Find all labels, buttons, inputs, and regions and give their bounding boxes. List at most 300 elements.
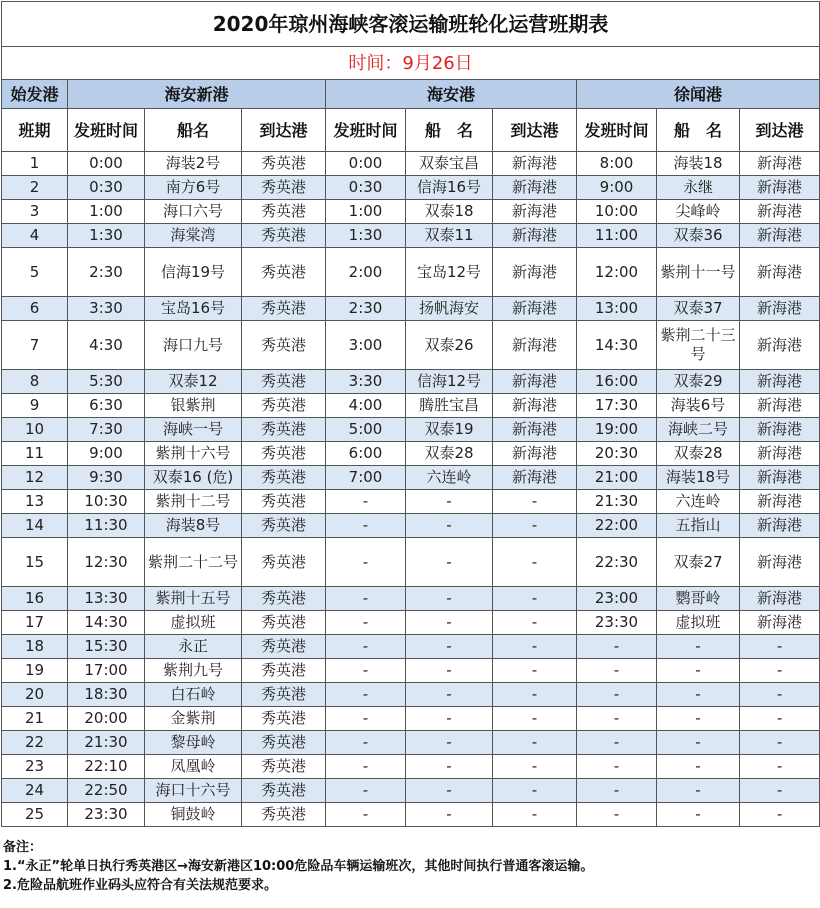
departure-time: 4:30 <box>68 321 145 370</box>
ship-name: - <box>657 803 740 827</box>
arrival-port: - <box>493 587 577 611</box>
arrival-port: 秀英港 <box>242 707 326 731</box>
table-row <box>2 755 820 779</box>
ship-name: 海装18 <box>657 152 740 176</box>
departure-time: 19:00 <box>577 418 657 442</box>
arrival-port: 秀英港 <box>242 538 326 587</box>
departure-time: 9:30 <box>68 466 145 490</box>
ship-name: - <box>657 731 740 755</box>
departure-time: 1:30 <box>68 224 145 248</box>
departure-time: 8:00 <box>577 152 657 176</box>
arrival-port: 新海港 <box>740 200 820 224</box>
ship-name: 双泰宝昌 <box>406 152 493 176</box>
arrival-port: 秀英港 <box>242 200 326 224</box>
table-row <box>2 731 820 755</box>
ship-name: 尖峰岭 <box>657 200 740 224</box>
ship-name: - <box>406 707 493 731</box>
ship-name: - <box>657 683 740 707</box>
ship-name: - <box>406 514 493 538</box>
ship-name: 海口十六号 <box>145 779 242 803</box>
date-row <box>2 47 820 80</box>
departure-time: - <box>577 683 657 707</box>
departure-time: 22:30 <box>577 538 657 587</box>
departure-time: - <box>326 803 406 827</box>
row-number: 9 <box>2 394 68 418</box>
ship-name: 紫荆十六号 <box>145 442 242 466</box>
arrival-port: 新海港 <box>493 370 577 394</box>
table-row <box>2 297 820 321</box>
arrival-port: 新海港 <box>740 297 820 321</box>
ship-name: 海峡二号 <box>657 418 740 442</box>
table-row <box>2 538 820 587</box>
arrival-port: 秀英港 <box>242 731 326 755</box>
departure-time: 6:30 <box>68 394 145 418</box>
arrival-port: 秀英港 <box>242 224 326 248</box>
ship-name: 紫荆十一号 <box>657 248 740 297</box>
arrival-port: 新海港 <box>740 611 820 635</box>
departure-time: 6:00 <box>326 442 406 466</box>
ship-name: - <box>406 755 493 779</box>
ship-name: - <box>657 635 740 659</box>
ship-name: 永正 <box>145 635 242 659</box>
arrival-port: - <box>493 635 577 659</box>
arrival-port: - <box>493 707 577 731</box>
row-number: 5 <box>2 248 68 297</box>
table-row <box>2 514 820 538</box>
ship-name: 海峡一号 <box>145 418 242 442</box>
departure-time: 12:00 <box>577 248 657 297</box>
departure-time: 16:00 <box>577 370 657 394</box>
departure-time: - <box>577 731 657 755</box>
departure-time: 3:00 <box>326 321 406 370</box>
departure-time: 0:30 <box>68 176 145 200</box>
ship-name: 腾胜宝昌 <box>406 394 493 418</box>
table-row <box>2 611 820 635</box>
departure-time: 9:00 <box>577 176 657 200</box>
arrival-port: - <box>493 611 577 635</box>
ship-name: 银紫荆 <box>145 394 242 418</box>
arrival-port: 秀英港 <box>242 418 326 442</box>
departure-time: - <box>326 683 406 707</box>
arrival-port: - <box>740 683 820 707</box>
departure-time: 22:50 <box>68 779 145 803</box>
col-header-time: 发班时间 <box>68 109 145 152</box>
arrival-port: 秀英港 <box>242 755 326 779</box>
departure-time: 11:00 <box>577 224 657 248</box>
arrival-port: 新海港 <box>740 394 820 418</box>
ship-name: 双泰11 <box>406 224 493 248</box>
arrival-port: - <box>740 803 820 827</box>
departure-time: 5:00 <box>326 418 406 442</box>
arrival-port: 秀英港 <box>242 587 326 611</box>
arrival-port: 秀英港 <box>242 635 326 659</box>
arrival-port: 秀英港 <box>242 466 326 490</box>
ship-name: 鹦哥岭 <box>657 587 740 611</box>
col-header-time: 发班时间 <box>577 109 657 152</box>
table-row <box>2 248 820 297</box>
row-number: 10 <box>2 418 68 442</box>
ship-name: - <box>406 587 493 611</box>
ship-name: 铜鼓岭 <box>145 803 242 827</box>
row-number: 6 <box>2 297 68 321</box>
arrival-port: 新海港 <box>740 248 820 297</box>
ship-name: 双泰37 <box>657 297 740 321</box>
table-row <box>2 418 820 442</box>
ship-name: - <box>406 659 493 683</box>
row-number: 12 <box>2 466 68 490</box>
arrival-port: - <box>740 659 820 683</box>
arrival-port: 秀英港 <box>242 297 326 321</box>
arrival-port: 秀英港 <box>242 779 326 803</box>
departure-time: - <box>326 490 406 514</box>
ship-name: - <box>406 803 493 827</box>
arrival-port: 新海港 <box>493 248 577 297</box>
ship-name: 双泰16 (危) <box>145 466 242 490</box>
col-header-dest: 到达港 <box>740 109 820 152</box>
ship-name: 海装18号 <box>657 466 740 490</box>
arrival-port: 秀英港 <box>242 490 326 514</box>
ship-name: 虚拟班 <box>657 611 740 635</box>
departure-time: 22:10 <box>68 755 145 779</box>
departure-time: - <box>577 779 657 803</box>
ship-name: - <box>406 538 493 587</box>
row-number: 1 <box>2 152 68 176</box>
ship-name: 虚拟班 <box>145 611 242 635</box>
ship-name: 双泰19 <box>406 418 493 442</box>
departure-time: 10:00 <box>577 200 657 224</box>
departure-time: - <box>326 514 406 538</box>
table-row <box>2 466 820 490</box>
ship-name: 紫荆十二号 <box>145 490 242 514</box>
arrival-port: 新海港 <box>740 321 820 370</box>
departure-time: 14:30 <box>577 321 657 370</box>
col-header-ship: 船名 <box>145 109 242 152</box>
ship-name: - <box>406 779 493 803</box>
ship-name: 南方6号 <box>145 176 242 200</box>
table-row <box>2 442 820 466</box>
ship-name: 紫荆二十二号 <box>145 538 242 587</box>
ship-name: 海棠湾 <box>145 224 242 248</box>
table-row <box>2 176 820 200</box>
ship-name: - <box>406 490 493 514</box>
departure-time: 1:00 <box>326 200 406 224</box>
arrival-port: 新海港 <box>493 200 577 224</box>
table-row <box>2 394 820 418</box>
arrival-port: - <box>740 731 820 755</box>
arrival-port: 新海港 <box>493 442 577 466</box>
col-header-dest: 到达港 <box>493 109 577 152</box>
departure-time: 23:30 <box>68 803 145 827</box>
table-row <box>2 707 820 731</box>
departure-time: 17:30 <box>577 394 657 418</box>
table-row <box>2 587 820 611</box>
ship-name: 凤凰岭 <box>145 755 242 779</box>
row-number: 14 <box>2 514 68 538</box>
arrival-port: 新海港 <box>740 370 820 394</box>
departure-time: 21:00 <box>577 466 657 490</box>
row-number: 25 <box>2 803 68 827</box>
arrival-port: 秀英港 <box>242 248 326 297</box>
row-number: 20 <box>2 683 68 707</box>
table-row <box>2 200 820 224</box>
departure-time: 13:30 <box>68 587 145 611</box>
departure-time: 23:00 <box>577 587 657 611</box>
ship-name: - <box>657 755 740 779</box>
arrival-port: 新海港 <box>740 152 820 176</box>
ship-name: 信海16号 <box>406 176 493 200</box>
departure-time: 4:00 <box>326 394 406 418</box>
notes-heading: 备注： <box>3 840 43 855</box>
arrival-port: - <box>493 538 577 587</box>
departure-time: - <box>326 731 406 755</box>
note-2: 2.危险品航班作业码头应符合有关法规范要求。 <box>3 878 277 893</box>
ship-name: 双泰28 <box>657 442 740 466</box>
departure-time: - <box>577 707 657 731</box>
departure-time: 1:00 <box>68 200 145 224</box>
departure-time: 17:00 <box>68 659 145 683</box>
departure-time: 2:00 <box>326 248 406 297</box>
departure-time: - <box>577 755 657 779</box>
ship-name: - <box>657 659 740 683</box>
departure-time: 13:00 <box>577 297 657 321</box>
ship-name: 金紫荆 <box>145 707 242 731</box>
arrival-port: 秀英港 <box>242 321 326 370</box>
ship-name: - <box>406 683 493 707</box>
table-row <box>2 152 820 176</box>
ship-name: 海装6号 <box>657 394 740 418</box>
row-number: 3 <box>2 200 68 224</box>
departure-time: 15:30 <box>68 635 145 659</box>
departure-time: - <box>577 659 657 683</box>
note-1: 1.“永正”轮单日执行秀英港区→海安新港区10:00危险品车辆运输班次，其他时间执行普通客滚运输。 <box>3 859 594 874</box>
origin-label: 始发港 <box>2 80 68 109</box>
arrival-port: 新海港 <box>740 538 820 587</box>
arrival-port: - <box>493 490 577 514</box>
ship-name: 海装8号 <box>145 514 242 538</box>
arrival-port: 秀英港 <box>242 514 326 538</box>
departure-time: 21:30 <box>68 731 145 755</box>
departure-time: - <box>326 755 406 779</box>
departure-time: 3:30 <box>68 297 145 321</box>
arrival-port: 新海港 <box>740 442 820 466</box>
row-number: 4 <box>2 224 68 248</box>
ship-name: 紫荆九号 <box>145 659 242 683</box>
arrival-port: 新海港 <box>740 224 820 248</box>
departure-time: - <box>577 803 657 827</box>
arrival-port: 新海港 <box>493 224 577 248</box>
ship-name: 六连岭 <box>657 490 740 514</box>
ship-name: 海口六号 <box>145 200 242 224</box>
arrival-port: - <box>493 659 577 683</box>
arrival-port: 新海港 <box>493 321 577 370</box>
departure-time: 20:30 <box>577 442 657 466</box>
departure-time: 12:30 <box>68 538 145 587</box>
arrival-port: 新海港 <box>493 466 577 490</box>
arrival-port: 秀英港 <box>242 683 326 707</box>
departure-time: 14:30 <box>68 611 145 635</box>
ship-name: 永继 <box>657 176 740 200</box>
port-haian-xingang: 海安新港 <box>68 80 326 109</box>
table-row <box>2 635 820 659</box>
departure-time: 18:30 <box>68 683 145 707</box>
ship-name: 信海12号 <box>406 370 493 394</box>
schedule-date: 时间：9月26日 <box>2 47 820 80</box>
arrival-port: 秀英港 <box>242 611 326 635</box>
departure-time: 21:30 <box>577 490 657 514</box>
row-number: 8 <box>2 370 68 394</box>
row-number: 17 <box>2 611 68 635</box>
row-number: 13 <box>2 490 68 514</box>
ship-name: 紫荆二十三号 <box>657 321 740 370</box>
table-row <box>2 779 820 803</box>
arrival-port: 秀英港 <box>242 394 326 418</box>
ship-name: - <box>657 707 740 731</box>
arrival-port: 秀英港 <box>242 370 326 394</box>
row-number: 16 <box>2 587 68 611</box>
row-number: 21 <box>2 707 68 731</box>
departure-time: 20:00 <box>68 707 145 731</box>
schedule-table <box>1 1 820 827</box>
row-number: 18 <box>2 635 68 659</box>
arrival-port: - <box>493 779 577 803</box>
ship-name: 双泰12 <box>145 370 242 394</box>
row-number: 22 <box>2 731 68 755</box>
arrival-port: - <box>740 635 820 659</box>
table-row <box>2 683 820 707</box>
row-number: 7 <box>2 321 68 370</box>
arrival-port: - <box>493 731 577 755</box>
page-title: 2020年琼州海峡客滚运输班轮化运营班期表 <box>2 2 820 47</box>
arrival-port: - <box>740 779 820 803</box>
departure-time: 7:30 <box>68 418 145 442</box>
col-header-time: 发班时间 <box>326 109 406 152</box>
departure-time: 2:30 <box>68 248 145 297</box>
row-number: 19 <box>2 659 68 683</box>
ship-name: 海装2号 <box>145 152 242 176</box>
port-haian: 海安港 <box>326 80 577 109</box>
departure-time: 0:00 <box>68 152 145 176</box>
row-number: 11 <box>2 442 68 466</box>
departure-time: 9:00 <box>68 442 145 466</box>
col-header-dest: 到达港 <box>242 109 326 152</box>
title-row <box>2 2 820 47</box>
arrival-port: 新海港 <box>740 490 820 514</box>
arrival-port: 秀英港 <box>242 152 326 176</box>
arrival-port: 秀英港 <box>242 442 326 466</box>
arrival-port: - <box>493 683 577 707</box>
departure-time: - <box>326 659 406 683</box>
arrival-port: 新海港 <box>740 514 820 538</box>
arrival-port: 新海港 <box>493 394 577 418</box>
arrival-port: 秀英港 <box>242 803 326 827</box>
ship-name: 双泰18 <box>406 200 493 224</box>
ship-name: 黎母岭 <box>145 731 242 755</box>
port-xuwen: 徐闻港 <box>577 80 820 109</box>
port-header-row <box>2 80 820 109</box>
ship-name: - <box>406 611 493 635</box>
departure-time: 11:30 <box>68 514 145 538</box>
ship-name: 信海19号 <box>145 248 242 297</box>
ship-name: - <box>657 779 740 803</box>
arrival-port: - <box>740 755 820 779</box>
row-number: 15 <box>2 538 68 587</box>
table-row <box>2 224 820 248</box>
row-number: 24 <box>2 779 68 803</box>
departure-time: 23:30 <box>577 611 657 635</box>
ship-name: 六连岭 <box>406 466 493 490</box>
col-header-ship: 船 名 <box>657 109 740 152</box>
ship-name: 双泰36 <box>657 224 740 248</box>
departure-time: 7:00 <box>326 466 406 490</box>
arrival-port: 新海港 <box>740 176 820 200</box>
arrival-port: - <box>493 803 577 827</box>
notes <box>3 838 817 895</box>
departure-time: 5:30 <box>68 370 145 394</box>
arrival-port: - <box>493 755 577 779</box>
ship-name: 宝岛12号 <box>406 248 493 297</box>
col-header-ship: 船 名 <box>406 109 493 152</box>
departure-time: 1:30 <box>326 224 406 248</box>
table-row <box>2 321 820 370</box>
ship-name: 宝岛16号 <box>145 297 242 321</box>
departure-time: - <box>326 611 406 635</box>
departure-time: 22:00 <box>577 514 657 538</box>
ship-name: 扬帆海安 <box>406 297 493 321</box>
departure-time: - <box>326 587 406 611</box>
departure-time: 2:30 <box>326 297 406 321</box>
arrival-port: 秀英港 <box>242 176 326 200</box>
arrival-port: 新海港 <box>493 176 577 200</box>
departure-time: 3:30 <box>326 370 406 394</box>
col-header-no: 班期 <box>2 109 68 152</box>
departure-time: 10:30 <box>68 490 145 514</box>
ship-name: 双泰27 <box>657 538 740 587</box>
ship-name: 紫荆十五号 <box>145 587 242 611</box>
arrival-port: 新海港 <box>740 418 820 442</box>
arrival-port: 新海港 <box>493 152 577 176</box>
departure-time: - <box>326 538 406 587</box>
departure-time: 0:30 <box>326 176 406 200</box>
departure-time: 0:00 <box>326 152 406 176</box>
departure-time: - <box>577 635 657 659</box>
departure-time: - <box>326 707 406 731</box>
ship-name: 双泰28 <box>406 442 493 466</box>
ship-name: 五指山 <box>657 514 740 538</box>
departure-time: - <box>326 779 406 803</box>
ship-name: 双泰26 <box>406 321 493 370</box>
table-row <box>2 659 820 683</box>
table-row <box>2 803 820 827</box>
ship-name: - <box>406 635 493 659</box>
ship-name: 双泰29 <box>657 370 740 394</box>
arrival-port: - <box>493 514 577 538</box>
table-row <box>2 370 820 394</box>
column-header-row <box>2 109 820 152</box>
arrival-port: 新海港 <box>493 297 577 321</box>
ship-name: 海口九号 <box>145 321 242 370</box>
arrival-port: 新海港 <box>740 587 820 611</box>
arrival-port: 新海港 <box>493 418 577 442</box>
ship-name: 白石岭 <box>145 683 242 707</box>
table-row <box>2 490 820 514</box>
arrival-port: 新海港 <box>740 466 820 490</box>
row-number: 2 <box>2 176 68 200</box>
row-number: 23 <box>2 755 68 779</box>
departure-time: - <box>326 635 406 659</box>
arrival-port: - <box>740 707 820 731</box>
ship-name: - <box>406 731 493 755</box>
arrival-port: 秀英港 <box>242 659 326 683</box>
